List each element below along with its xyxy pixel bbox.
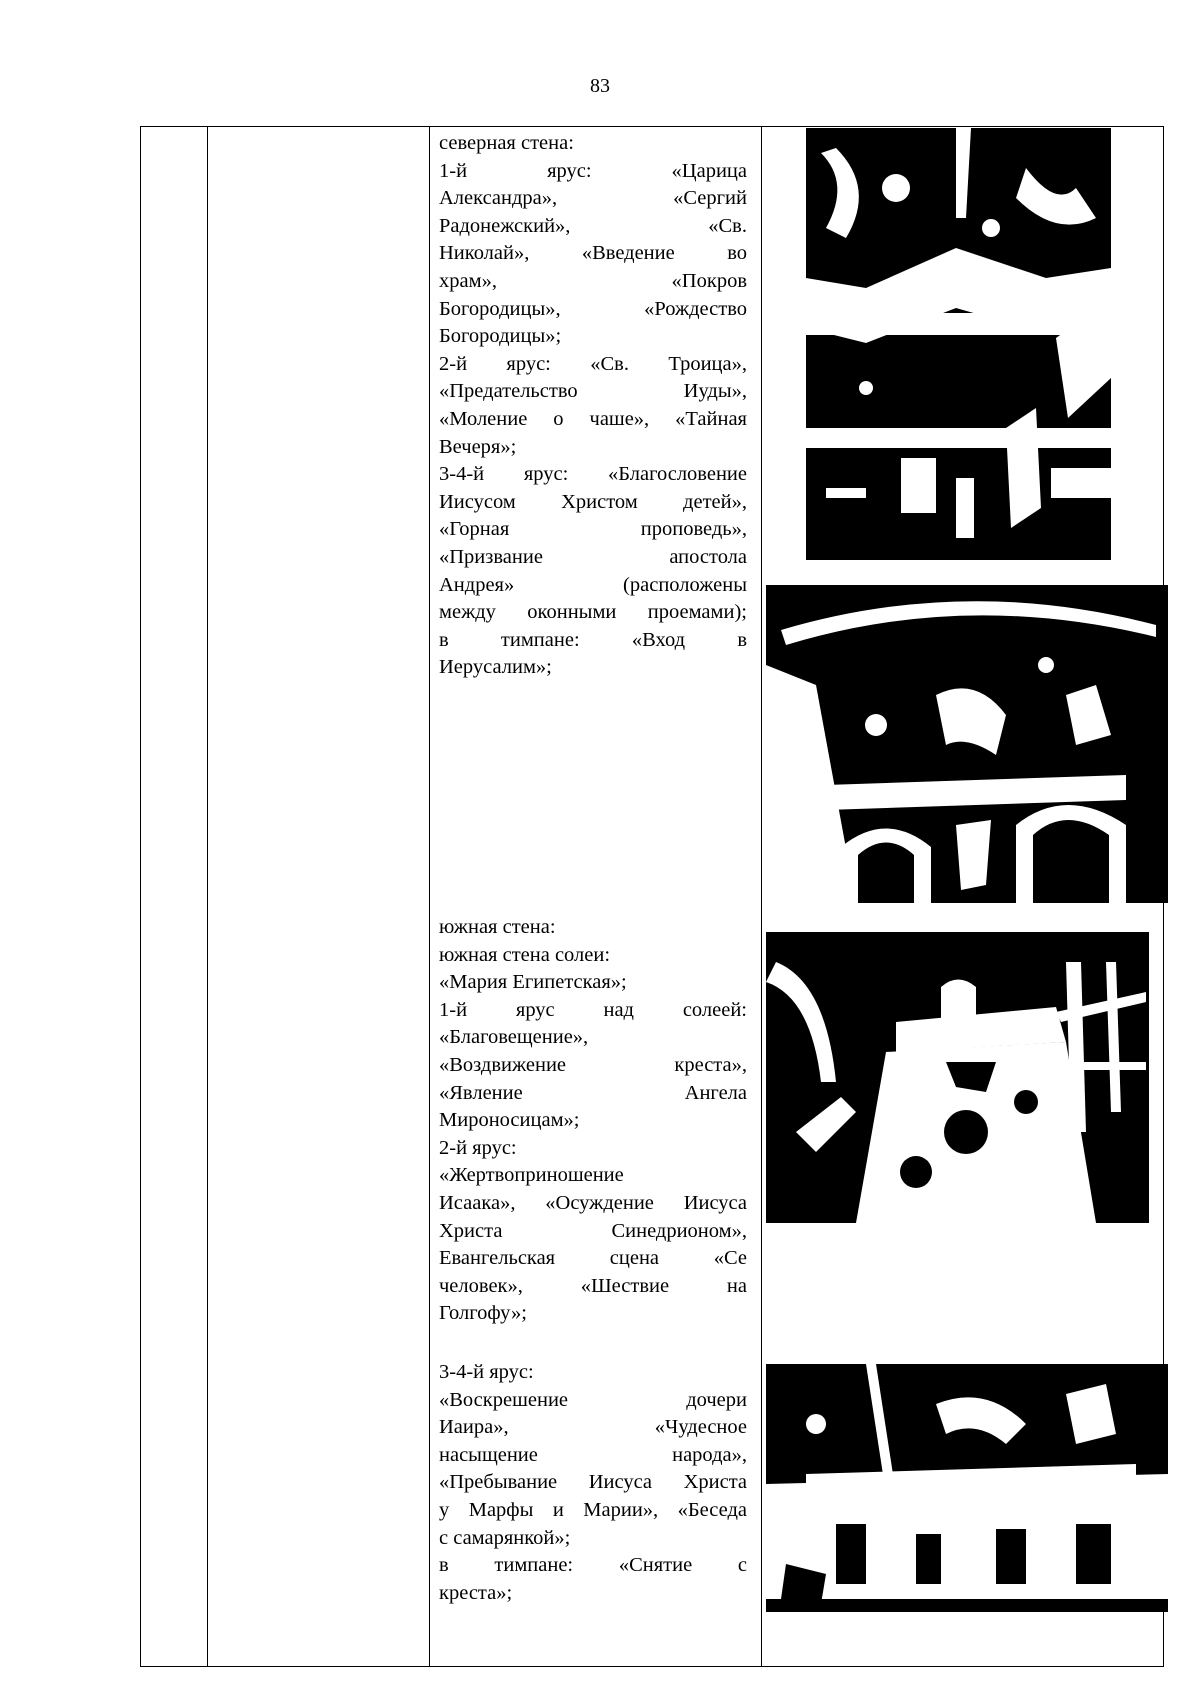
text-line: насыщение народа», (439, 1443, 747, 1466)
south-wall-description (439, 914, 747, 1328)
text-line: «Призвание апостола (439, 545, 747, 568)
text-line: 1-й ярус над солеей: (439, 998, 747, 1021)
table-top-border (140, 126, 1164, 127)
text-line: у Марфы и Марии», «Беседа (439, 1498, 747, 1521)
text-line: «Явление Ангела (439, 1081, 747, 1104)
text-line: человек», «Шествие на (439, 1274, 747, 1297)
text-line: «Предательство Иуды», (439, 380, 747, 403)
text-line: Иерусалим»; (439, 656, 552, 679)
text-line: северная стена: (439, 132, 574, 154)
text-line: между оконными проемами); (439, 601, 747, 624)
page-number: 83 (590, 75, 610, 97)
north-wall-description (439, 130, 747, 682)
text-line: «Пребывание Иисуса Христа (439, 1471, 747, 1494)
table-bottom-border (140, 1666, 1164, 1667)
column-border-2 (207, 126, 208, 1667)
text-line: Евангельская сцена «Се (439, 1247, 747, 1270)
south-wall-description-tiers (439, 1359, 747, 1607)
text-line: «Воздвижение креста», (439, 1053, 747, 1076)
text-line: в тимпане: «Снятие с (439, 1554, 747, 1577)
south-wall-photo (766, 932, 1149, 1223)
text-line: «Мария Египетская»; (439, 971, 627, 994)
text-line: в тимпане: «Вход в (439, 628, 747, 651)
text-line: Голгофу»; (439, 1302, 527, 1325)
text-line: Богородицы», «Рождество (439, 297, 747, 320)
text-line: Николай», «Введение во (439, 242, 747, 265)
text-line: храм», «Покров (439, 269, 747, 292)
text-line: Вечеря»; (439, 435, 517, 458)
text-line: «Жертвоприношение (439, 1164, 624, 1187)
text-line: Мироносицам»; (439, 1109, 580, 1132)
text-line: 3-4-й ярус: «Благословение (439, 463, 747, 486)
text-line: с самарянкой»; (439, 1526, 571, 1549)
column-border-1 (140, 126, 141, 1667)
south-wall-photo-tympanum (766, 1364, 1168, 1612)
text-line: 1-й ярус: «Царица (439, 159, 747, 182)
text-line: креста»; (439, 1581, 513, 1604)
text-line: Андрея» (расположены (439, 573, 747, 596)
text-line: Исаака», «Осуждение Иисуса (439, 1191, 747, 1214)
column-border-4 (761, 126, 762, 1667)
text-line: 2-й ярус: «Св. Троица», (439, 352, 747, 375)
column-border-3 (429, 126, 430, 1667)
north-wall-photo-tympanum (766, 585, 1168, 903)
text-line: «Моление о чаше», «Тайная (439, 407, 747, 430)
text-line: «Благовещение», (439, 1026, 589, 1049)
text-line: 2-й ярус: (439, 1136, 517, 1159)
text-line: Богородицы»; (439, 325, 562, 348)
text-line: Христа Синедрионом», (439, 1219, 747, 1242)
text-line: Иаира», «Чудесное (439, 1416, 747, 1439)
text-line: «Воскрешение дочери (439, 1388, 747, 1411)
text-line: Радонежский», «Св. (439, 214, 747, 237)
text-line: Александра», «Сергий (439, 187, 747, 210)
text-line: 3-4-й ярус: (439, 1361, 534, 1383)
text-line: южная стена солеи: (439, 943, 611, 966)
text-line: южная стена: (439, 916, 556, 938)
text-line: «Горная проповедь», (439, 518, 747, 541)
north-wall-photo-upper (806, 128, 1111, 560)
text-line: Иисусом Христом детей», (439, 490, 747, 513)
